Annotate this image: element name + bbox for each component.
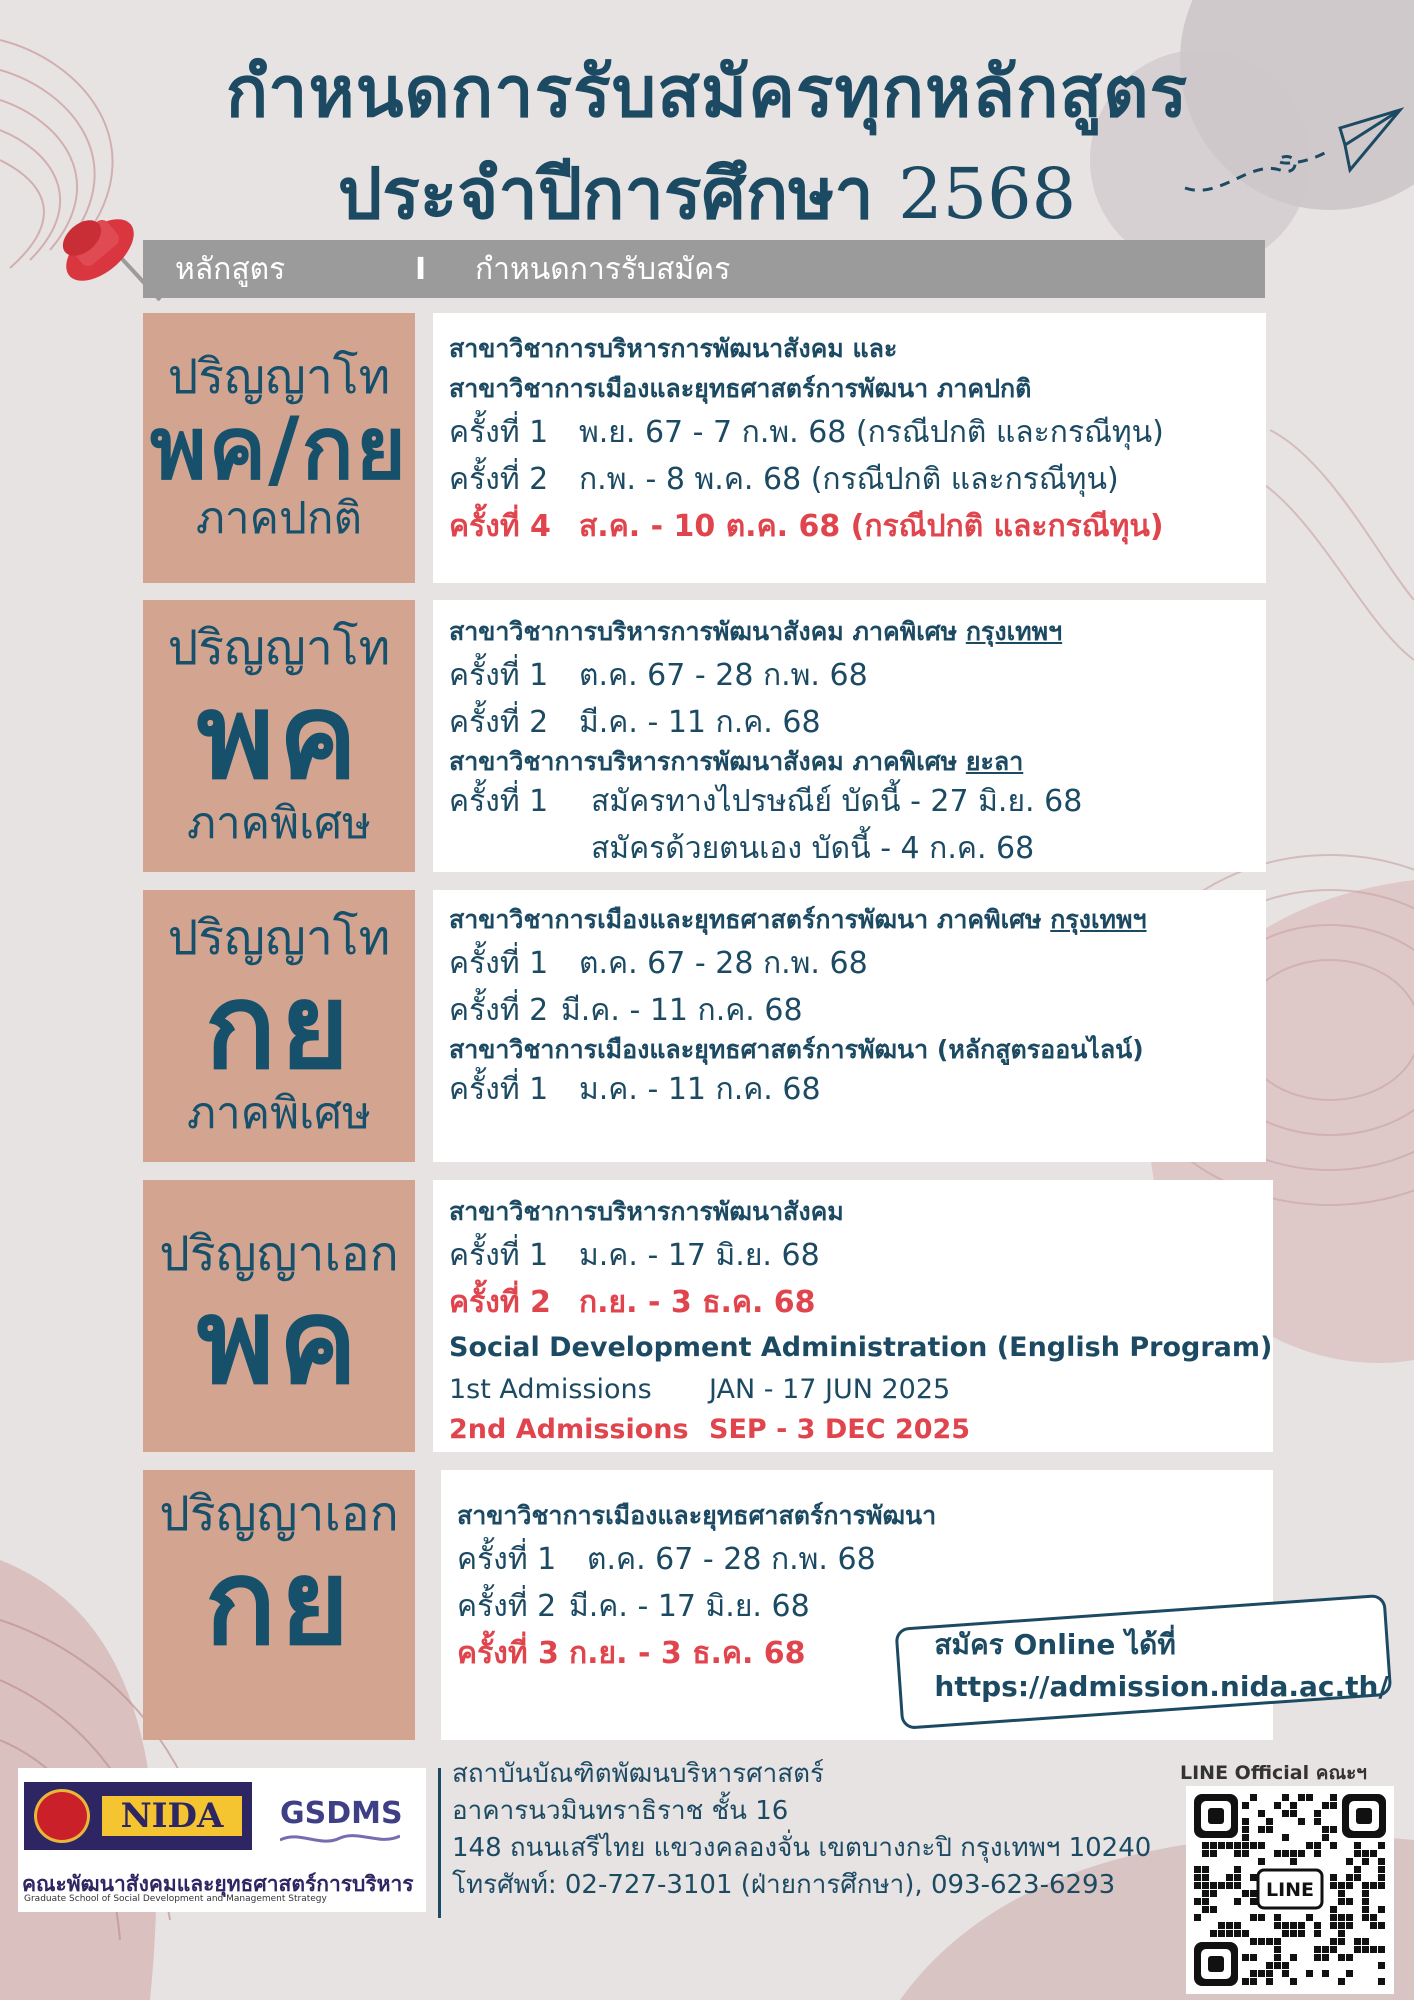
row5-round-1 [457, 1536, 1273, 1583]
row4-en-round-2 [449, 1410, 1273, 1450]
row4-abbr: พค [196, 1272, 362, 1411]
round-dates: JAN - 17 JUN 2025 [709, 1374, 951, 1405]
row4-en-round-1 [449, 1370, 1273, 1410]
row4-degree-box [143, 1180, 415, 1452]
row2-abbr: พค [196, 667, 362, 806]
row4-program-en: Social Development Administration (English Program) [449, 1332, 1273, 1363]
qr-line-label: LINE [1265, 1879, 1315, 1901]
row1-schedule-box [433, 313, 1266, 583]
row2-round-2 [449, 699, 1266, 746]
header-col-schedule: กำหนดการรับสมัคร [475, 251, 731, 287]
round-dates: ก.ย. - 3 ธ.ค. 68 [569, 1636, 806, 1671]
round-label: ครั้งที่ 2 [449, 1285, 551, 1320]
row5-degree-box [143, 1470, 415, 1740]
round-dates: ส.ค. - 10 ต.ค. 68 (กรณีปกติ และกรณีทุน) [579, 509, 1164, 544]
row3-type: ภาคพิเศษ [186, 1088, 372, 1140]
line-official-title: LINE Official คณะฯ [1180, 1762, 1367, 1784]
round-label: ครั้งที่ 1 [449, 658, 549, 693]
row1-round-4 [449, 503, 1266, 550]
row3-round-1 [449, 940, 1266, 987]
round-label: ครั้งที่ 1 [449, 1238, 549, 1273]
round-dates: มี.ค. - 17 มิ.ย. 68 [569, 1589, 810, 1624]
row1-round-1 [449, 409, 1266, 456]
page-title-line1: กำหนดการรับสมัครทุกหลักสูตร [225, 51, 1189, 133]
line-qr-code[interactable] [1186, 1786, 1394, 1994]
round-dates: ต.ค. 67 - 28 ก.พ. 68 [579, 658, 868, 693]
round-label: ครั้งที่ 1 [449, 946, 549, 981]
round-label: ครั้งที่ 2 [449, 705, 549, 740]
round-label: ครั้งที่ 3 [457, 1636, 559, 1671]
row3-degree-box [143, 890, 415, 1162]
round-dates: มี.ค. - 11 ก.ค. 68 [561, 993, 803, 1028]
row3-abbr: กย [204, 957, 354, 1096]
header-col-program: หลักสูตร [175, 251, 286, 287]
row1-round-2 [449, 456, 1266, 503]
online-admission-box [894, 1594, 1392, 1730]
row3-schedule-box [433, 890, 1266, 1162]
nida-logo [24, 1782, 252, 1850]
row4-degree: ปริญญาเอก [159, 1225, 399, 1282]
program-location: กรุงเทพฯ [1050, 905, 1147, 934]
row2-program-2 [449, 746, 1266, 778]
row1-abbr: พค/กย [149, 398, 409, 499]
row5-abbr: กย [204, 1532, 354, 1671]
address-block [452, 1756, 1151, 1904]
row1-program-1: สาขาวิชาการบริหารการพัฒนาสังคม และ [449, 334, 898, 363]
round-dates: มี.ค. - 11 ก.ค. 68 [579, 705, 821, 740]
round-label: ครั้งที่ 4 [449, 509, 551, 544]
faculty-name-en: Graduate School of Social Development and Management Strategy [24, 1894, 327, 1904]
nida-seal-icon [34, 1789, 90, 1843]
round-dates: พ.ย. 67 - 7 ก.พ. 68 (กรณีปกติ และกรณีทุน) [579, 415, 1164, 450]
round-dates: SEP - 3 DEC 2025 [709, 1414, 971, 1445]
round-dates: ก.พ. - 8 พ.ค. 68 (กรณีปกติ และกรณีทุน) [579, 462, 1119, 497]
round-dates: สมัครด้วยตนเอง บัดนี้ - 4 ก.ค. 68 [591, 831, 1035, 866]
round-label: ครั้งที่ 2 [457, 1589, 557, 1624]
round-dates: ต.ค. 67 - 28 ก.พ. 68 [587, 1542, 876, 1577]
online-label: สมัคร Online ได้ที่ [934, 1627, 1176, 1661]
round-label: ครั้งที่ 2 [449, 462, 549, 497]
row2-round-4 [449, 825, 1266, 872]
row1-type: ภาคปกติ [195, 493, 363, 545]
online-url-link[interactable]: https://admission.nida.ac.th/ [934, 1669, 1389, 1703]
row2-program-1 [449, 612, 1266, 652]
row5-program: สาขาวิชาการเมืองและยุทธศาสตร์การพัฒนา [457, 1501, 937, 1530]
row3-program-1 [449, 900, 1266, 940]
page-title-line2 [0, 138, 1414, 249]
row2-degree: ปริญญาโท [167, 620, 391, 677]
row4-program: สาขาวิชาการบริหารการพัฒนาสังคม [449, 1197, 844, 1226]
round-dates: ต.ค. 67 - 28 ก.พ. 68 [579, 946, 868, 981]
page-title-year: 2568 [898, 153, 1077, 235]
program-name: สาขาวิชาการบริหารการพัฒนาสังคม ภาคพิเศษ [449, 617, 958, 646]
round-dates: ม.ค. - 17 มิ.ย. 68 [579, 1238, 820, 1273]
row2-round-1 [449, 652, 1266, 699]
program-name: สาขาวิชาการบริหารการพัฒนาสังคม ภาคพิเศษ [449, 747, 958, 776]
faculty-name-th: คณะพัฒนาสังคมและยุทธศาสตร์การบริหาร [22, 1872, 414, 1896]
address-divider [438, 1768, 441, 1918]
row2-type: ภาคพิเศษ [186, 798, 372, 850]
address-line-1: สถาบันบัณฑิตพัฒนบริหารศาสตร์ [452, 1759, 824, 1789]
table-header [143, 240, 1265, 298]
gsdms-logo: GSDMS [280, 1796, 403, 1831]
round-label: ครั้งที่ 2 [449, 993, 549, 1028]
round-label: 1st Admissions [449, 1374, 652, 1405]
row3-round-3 [449, 1066, 1266, 1113]
round-label: ครั้งที่ 1 [449, 1072, 549, 1107]
page-title-text: ประจำปีการศึกษา [337, 153, 874, 235]
row4-schedule-box [433, 1180, 1273, 1452]
round-dates: สมัครทางไปรษณีย์ บัดนี้ - 27 มิ.ย. 68 [591, 784, 1083, 819]
header-separator: I [415, 251, 427, 287]
address-line-2: อาคารนวมินทราธิราช ชั้น 16 [452, 1796, 789, 1826]
program-name: สาขาวิชาการเมืองและยุทธศาสตร์การพัฒนา ภาคพิเศษ [449, 905, 1042, 934]
row2-schedule-box [433, 600, 1266, 872]
program-location: ยะลา [965, 747, 1024, 776]
round-label: ครั้งที่ 1 [449, 784, 549, 819]
program-location: กรุงเทพฯ [965, 617, 1063, 646]
row3-degree: ปริญญาโท [167, 910, 391, 967]
row4-round-1 [449, 1232, 1273, 1279]
row1-degree-box [143, 313, 415, 583]
round-label: ครั้งที่ 1 [457, 1542, 557, 1577]
address-line-3: 148 ถนนเสรีไทย แขวงคลองจั่น เขตบางกะปิ กรุงเทพฯ 10240 [452, 1833, 1152, 1863]
row3-program-2: สาขาวิชาการเมืองและยุทธศาสตร์การพัฒนา (หลักสูตรออนไลน์) [449, 1035, 1144, 1064]
round-dates: ก.ย. - 3 ธ.ค. 68 [579, 1285, 816, 1320]
logo-panel [18, 1768, 426, 1912]
gsdms-wave-icon [280, 1830, 400, 1848]
row3-round-2 [449, 987, 1266, 1034]
row4-round-2 [449, 1279, 1273, 1326]
row1-program-2: สาขาวิชาการเมืองและยุทธศาสตร์การพัฒนา ภาคปกติ [449, 374, 1032, 403]
row2-degree-box [143, 600, 415, 872]
row2-round-3 [449, 778, 1266, 825]
round-label: 2nd Admissions [449, 1414, 689, 1445]
row1-degree: ปริญญาโท [167, 349, 391, 406]
round-label: ครั้งที่ 1 [449, 415, 549, 450]
round-dates: ม.ค. - 11 ก.ค. 68 [579, 1072, 821, 1107]
address-phone: โทรศัพท์: 02-727-3101 (ฝ่ายการศึกษา), 093-623-6293 [452, 1870, 1116, 1900]
row5-degree: ปริญญาเอก [159, 1486, 399, 1542]
nida-logo-text: NIDA [102, 1796, 242, 1836]
